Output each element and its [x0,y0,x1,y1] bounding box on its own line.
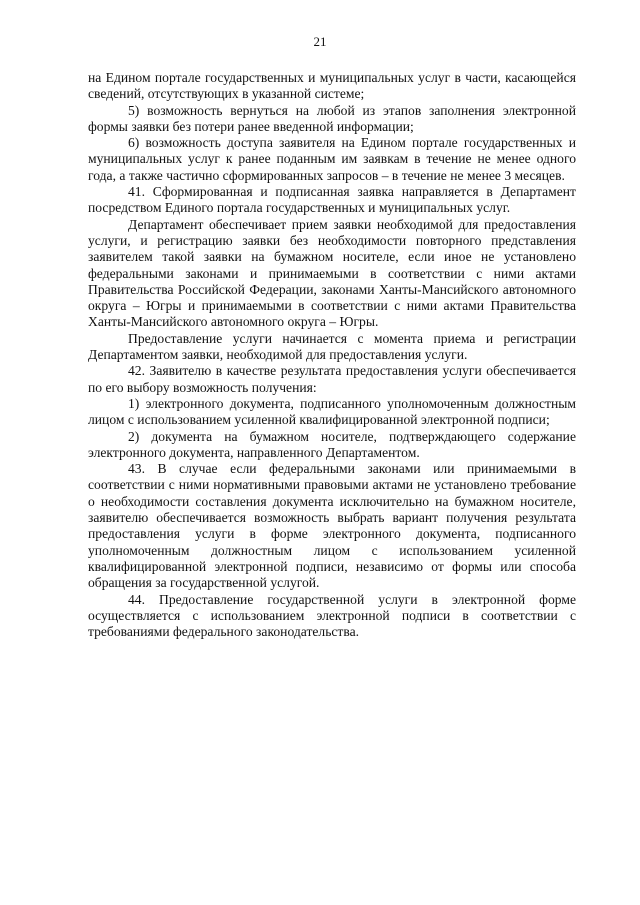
paragraph-service-start: Предоставление услуги начинается с момента приема и регистрации Департаментом заявки, необходимой для предоставления услуги. [88,330,576,363]
paragraph-continuation: на Едином портале государственных и муниципальных услуг в части, касающейся сведений, отсутствующих в указанной системе; [88,70,576,102]
paragraph-43: 43. В случае если федеральными законами или принимаемыми в соответствии с ними нормативными правовыми актами не установлено требование о необходимости составления документа исключительно на бумажном носителе, заявителю обеспечивается возможность выбрать вариант получения результата предоставления услуги в форме электронного документа, подписанного уполномоченным должностным лицом с использованием усиленной квалифицированной электронной подписи, независимо от формы или способа обращения за государственной услугой. [88,461,576,591]
paragraph-item-5: 5) возможность вернуться на любой из этапов заполнения электронной формы заявки без потери ранее введенной информации; [88,102,576,134]
paragraph-44: 44. Предоставление государственной услуги в электронной форме осуществляется с использованием электронной подписи в соответствии с требованиями федерального законодательства. [88,591,576,640]
paragraph-41: 41. Сформированная и подписанная заявка направляется в Департамент посредством Единого портала государственных и муниципальных услуг. [88,184,576,216]
paragraph-42: 42. Заявителю в качестве результата предоставления услуги обеспечивается по его выбору возможность получения: [88,363,576,395]
paragraph-42-item-2: 2) документа на бумажном носителе, подтверждающего содержание электронного документа, направленного Департаментом. [88,428,576,460]
document-body [88,70,576,640]
paragraph-department-reception: Департамент обеспечивает прием заявки необходимой для предоставления услуги, и регистрацию заявки без необходимости повторного представления заявителем такой заявки на бумажном носителе, если иное не установлено федеральными законами и принимаемыми в соответствии с ними актами Правительства Российской Федерации, законами Ханты-Мансийского автономного округа – Югры и принимаемыми в соответствии с ними актами Правительства Ханты-Мансийского автономного округа – Югры. [88,216,576,330]
paragraph-42-item-1: 1) электронного документа, подписанного уполномоченным должностным лицом с использованием усиленной квалифицированной электронной подписи; [88,395,576,428]
paragraph-item-6: 6) возможность доступа заявителя на Едином портале государственных и муниципальных услуг к ранее поданным им заявкам в течение не менее одного года, а также частично сформированных запросов – в течение не менее 3 месяцев. [88,135,576,183]
page-number: 21 [313,34,327,49]
